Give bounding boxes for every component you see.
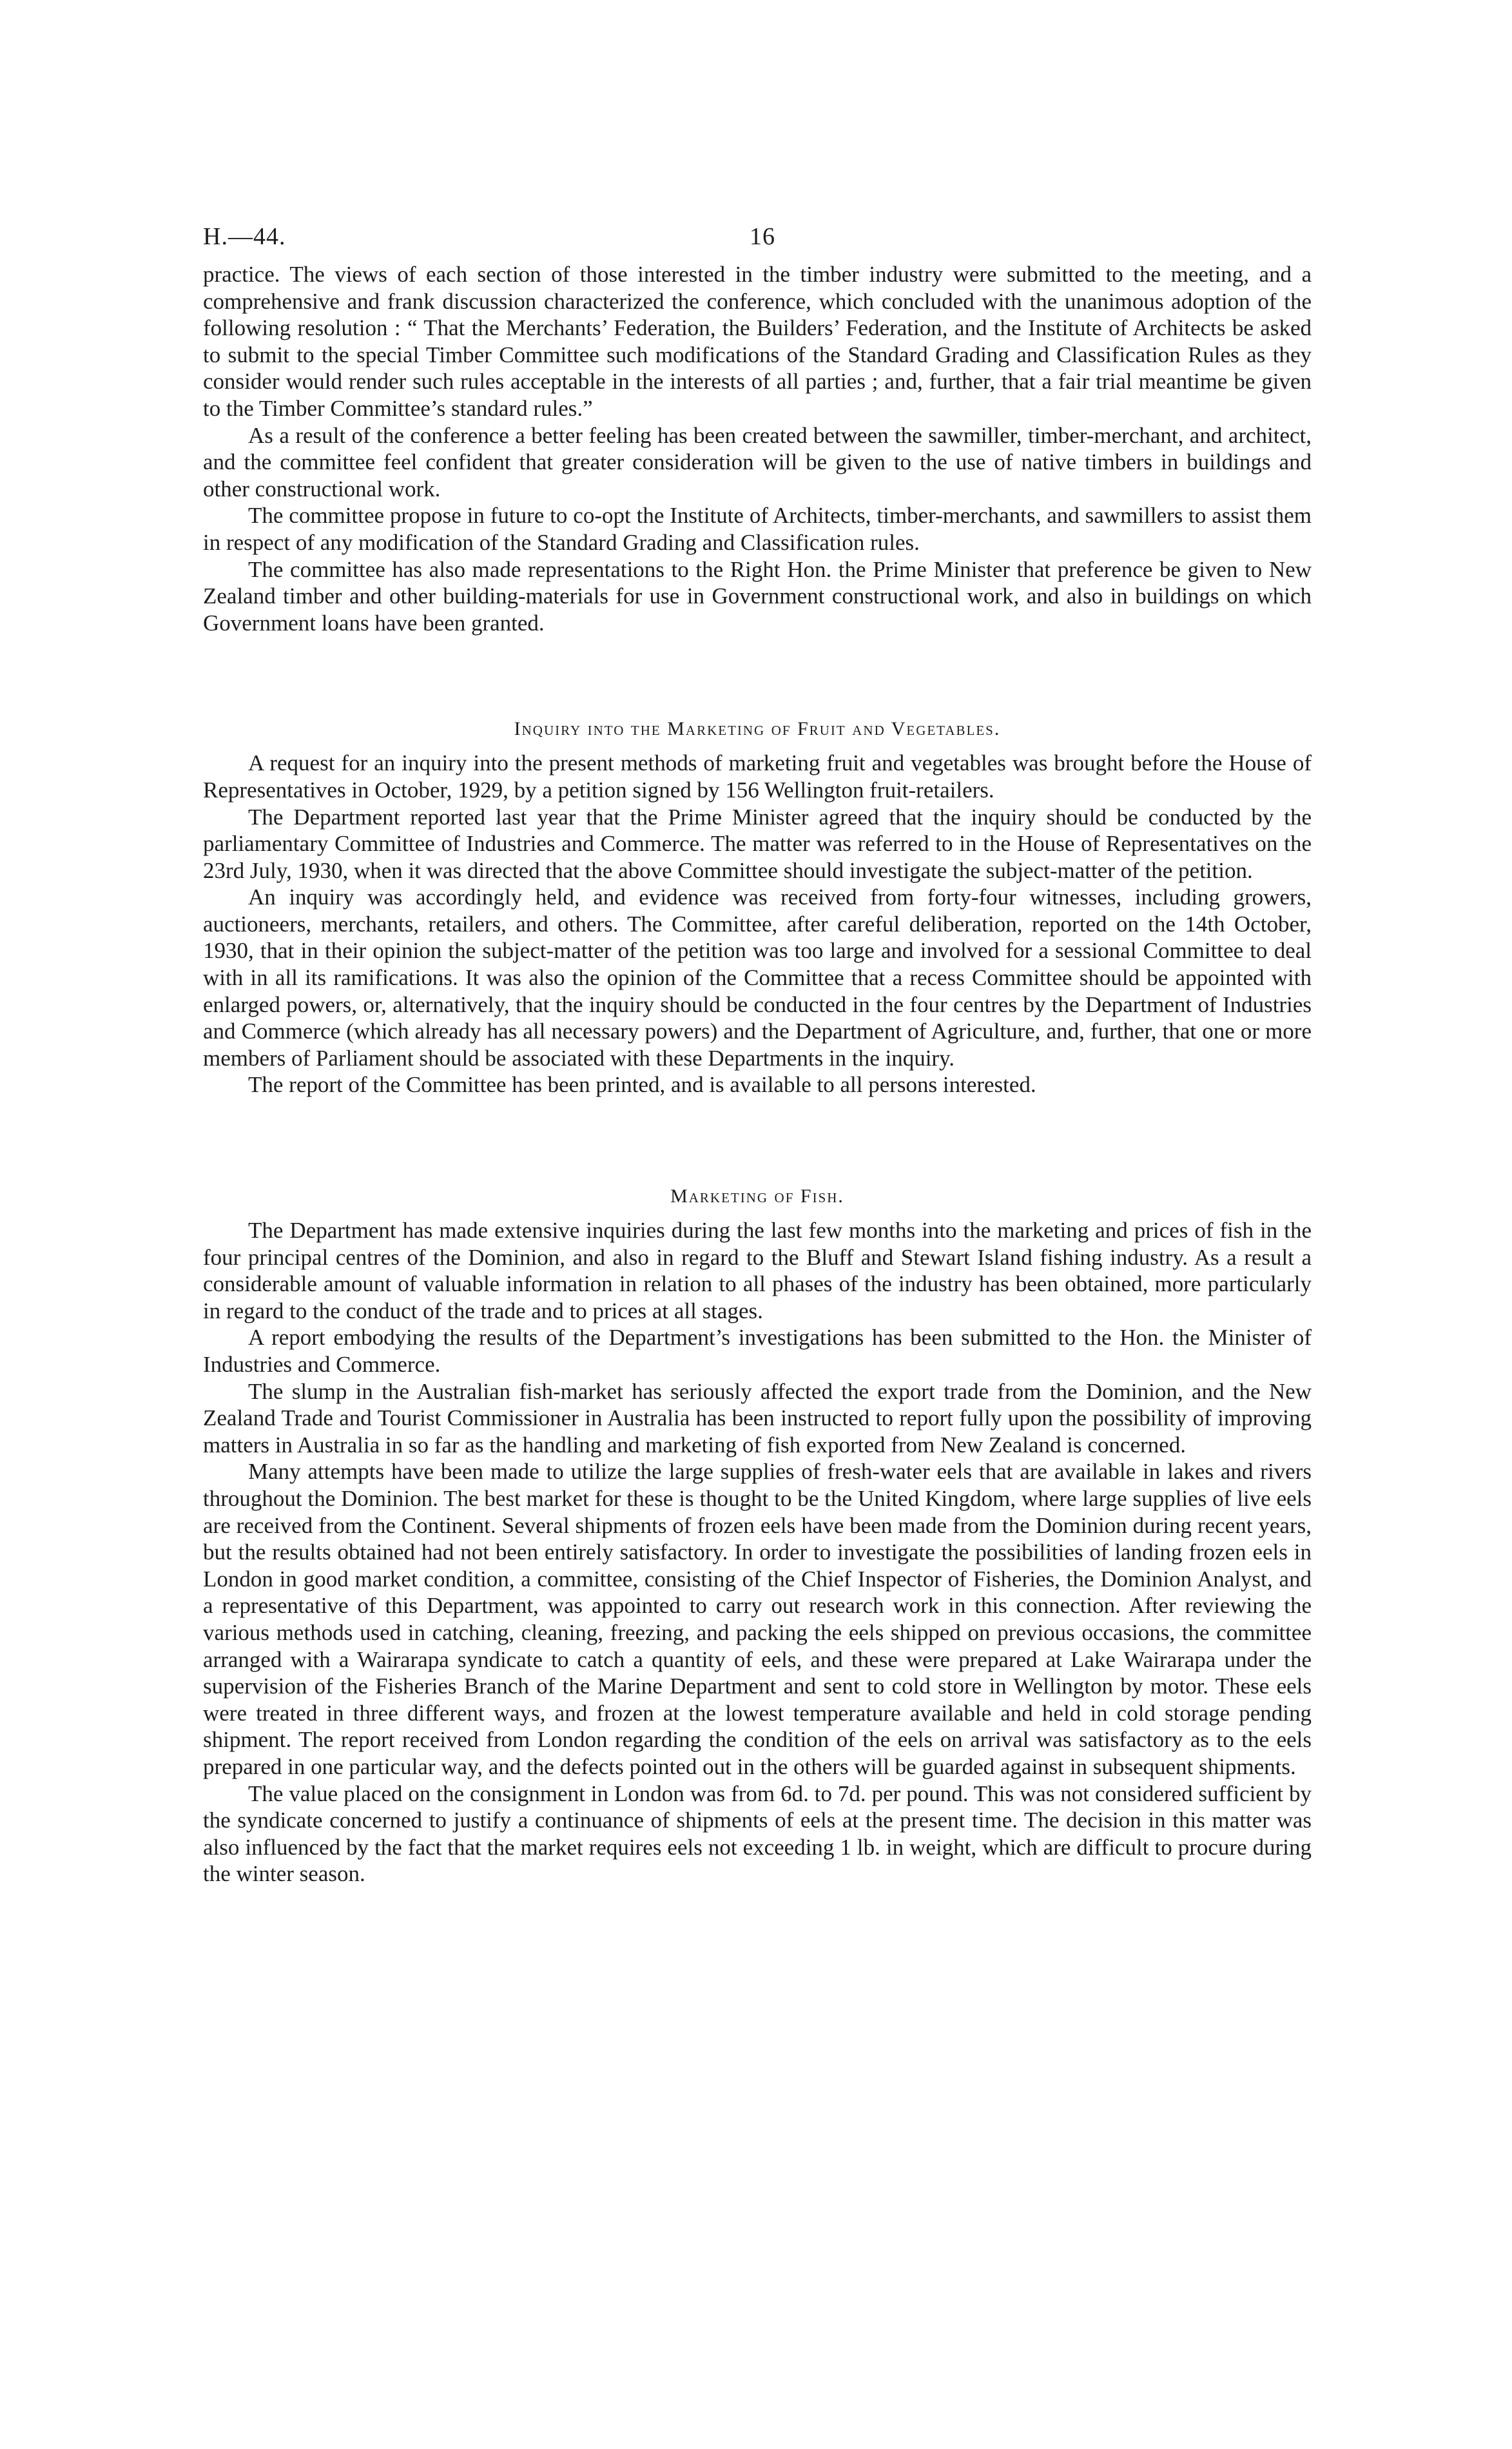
paragraph: Many attempts have been made to utilize the large supplies of fresh-water eels that are available in lakes and rivers throughout the Dominion. The best market for these is thought to be the United Kingdom, where large supplies of live eels are received from the Continent. Several shipments of frozen eels have been made from the Dominion during recent years, but the results obtained had not been entirely satisfactory. In order to investigate the possibilities of landing frozen eels in London in good market condition, a committee, consisting of the Chief Inspector of Fisheries, the Dominion Analyst, and a representative of this Department, was appointed to carry out research work in this connection. After reviewing the various methods used in catching, cleaning, freezing, and packing the eels shipped on previous occasions, the committee arranged with a Wairarapa syndicate to catch a quantity of eels, and these were prepared at Lake Wairarapa under the supervision of the Fisheries Branch of the Marine Department and sent to cold store in Wellington by motor. These eels were treated in three different ways, and frozen at the lowest temperature available and held in cold storage pending shipment. The report received from London regarding the condition of the eels on arrival was satisfactory as to the eels prepared in one particular way, and the defects pointed out in the others will be guarded against in subsequent shipments. [203, 1459, 1312, 1779]
section-heading-fish: Marketing of Fish. [670, 1185, 844, 1207]
paragraph: The Department reported last year that the Prime Minister agreed that the inquiry should be conducted by the parliamentary Committee of Industries and Commerce. The matter was referred to in the House of Representatives on the 23rd July, 1930, when it was directed that the above Committee should investigate the subject-matter of the petition. [203, 804, 1312, 883]
paragraph: The committee has also made representations to the Right Hon. the Prime Minister that preference be given to New Zealand timber and other building-materials for use in Government constructional work, and also in buildings on which Government loans have been granted. [203, 556, 1312, 636]
paragraph: The value placed on the consignment in London was from 6d. to 7d. per pound. This was not considered sufficient by the syndicate concerned to justify a continuance of shipments of eels at the present time. The decision in this matter was also influenced by the fact that the market requires eels not exceeding 1 lb. in weight, which are difficult to procure during the winter season. [203, 1781, 1312, 1887]
paragraph: practice. The views of each section of those interested in the timber industry were submitted to the meeting, and a comprehensive and frank discussion characterized the conference, which concluded with the unanimous adoption of the following resolution : “ That the Merchants’ Federation, the Builders’ Federation, and the Institute of Architects be asked to submit to the special Timber Committee such modifications of the Standard Grading and Classification Rules as they consider would render such rules acceptable in the interests of all parties ; and, further, that a fair trial meantime be given to the Timber Committee’s standard rules.” [203, 262, 1312, 421]
paragraph: The committee propose in future to co-opt the Institute of Architects, timber-merchants, and sawmillers to assist them in respect of any modification of the Standard Grading and Classification rules. [203, 503, 1312, 555]
section-heading-fruit: Inquiry into the Marketing of Fruit and Vegetables. [514, 718, 1001, 740]
paper-reference: H.—44. [203, 223, 286, 250]
paragraph: A report embodying the results of the Department’s investigations has been submitted to the Hon. the Minister of Industries and Commerce. [203, 1325, 1312, 1377]
page-number: 16 [750, 223, 775, 250]
paragraph: An inquiry was accordingly held, and evidence was received from forty-four witnesses, including growers, auctioneers, merchants, retailers, and others. The Committee, after careful deliberation, reported on the 14th October, 1930, that in their opinion the subject-matter of the petition was too large and involved for a sessional Committee to deal with in all its ramifications. It was also the opinion of the Committee that a recess Committee should be appointed with enlarged powers, or, alternatively, that the inquiry should be conducted in the four centres by the Department of Industries and Commerce (which already has all necessary powers) and the Department of Agriculture, and, further, that one or more members of Parliament should be associated with these Departments in the inquiry. [203, 884, 1312, 1071]
paragraph: The slump in the Australian fish-market has seriously affected the export trade from the Dominion, and the New Zealand Trade and Tourist Commissioner in Australia has been instructed to report fully upon the possibility of improving matters in Australia in so far as the handling and marketing of fish exported from New Zealand is concerned. [203, 1378, 1312, 1458]
paragraph: The report of the Committee has been printed, and is available to all persons interested. [248, 1072, 1036, 1098]
paragraph: The Department has made extensive inquiries during the last few months into the marketing and prices of fish in the four principal centres of the Dominion, and also in regard to the Bluff and Stewart Island fishing industry. As a result a considerable amount of valuable information in relation to all phases of the industry has been obtained, more particularly in regard to the conduct of the trade and to prices at all stages. [203, 1218, 1312, 1323]
running-header [203, 222, 1312, 261]
fruit-section [203, 750, 1312, 1098]
paragraph: As a result of the conference a better feeling has been created between the sawmiller, timber-merchant, and architect, and the committee feel confident that greater consideration will be given to the use of native timbers in buildings and other constructional work. [203, 422, 1312, 502]
timber-section [203, 261, 1312, 636]
document-page [203, 222, 1312, 1888]
fish-section [203, 1217, 1312, 1888]
paragraph: A request for an inquiry into the present methods of marketing fruit and vegetables was brought before the House of Representatives in October, 1929, by a petition signed by 156 Wellington fruit-retailers. [203, 750, 1312, 803]
